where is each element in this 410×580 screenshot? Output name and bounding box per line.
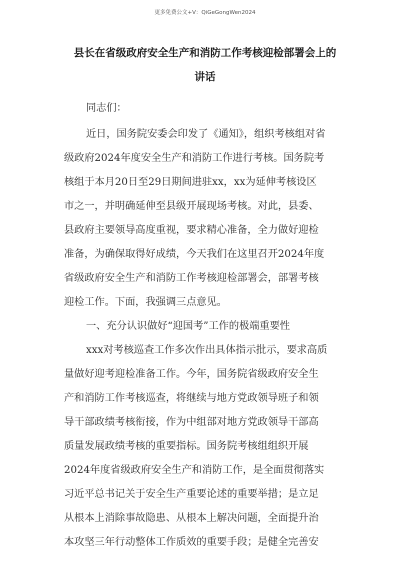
paragraph-line: 迎检工作。下面，我强调三点意见。: [64, 297, 227, 308]
paragraph-line: xxx对考核巡查工作多次作出具体指示批示，要求高质: [86, 345, 328, 356]
paragraph-line: 省级政府安全生产和消防工作考核迎检部署会，部署考核: [64, 273, 319, 284]
paragraph-line: 本攻坚三年行动整体工作质效的重要手段；是健全完善安: [64, 537, 319, 548]
paragraph-line: 习近平总书记关于安全生产重要论述的重要举措；是立足: [64, 489, 319, 500]
paragraph-line: 级政府2024年度安全生产和消防工作进行考核。国务院考: [64, 153, 325, 164]
paragraph-line: 产和消防工作考核巡查，将继续与地方党政领导班子和领: [64, 393, 319, 404]
document-title-line-2: 讲话: [194, 71, 216, 83]
salutation: 同志们：: [86, 103, 127, 114]
paragraph-line: 市之一，并明确延伸至县级开展现场考核。对此，县委、: [64, 201, 319, 212]
paragraph-line: 县政府主要领导高度重视，要求精心准备，全力做好迎检: [64, 225, 319, 236]
paragraph-line: 核组于本月20日至29日期间进驻xx，xx为延伸考核设区: [64, 177, 317, 188]
paragraph-line: 导干部政绩考核衔接，作为中组部对地方党政领导干部高: [64, 417, 319, 428]
paragraph-line: 质量发展政绩考核的重要指标。国务院考核组组织开展: [64, 441, 309, 452]
paragraph-line: 近日，国务院安委会印发了《通知》，组织考核组对省: [86, 129, 326, 140]
document-title-line-1: 县长在省级政府安全生产和消防工作考核迎检部署会上的: [73, 47, 337, 59]
header-note: 更多免费公文+V：QiGeGongWen2024: [154, 10, 256, 16]
paragraph-line: 从根本上消除事故隐患、从根本上解决问题，全面提升治: [64, 513, 319, 524]
paragraph-line: 准备，为确保取得好成绩，今天我们在这里召开2024年度: [64, 249, 325, 260]
section-heading: 一、充分认识做好“迎国考”工作的极端重要性: [86, 321, 290, 332]
paragraph-line: 2024年度省级政府安全生产和消防工作，是全面贯彻落实: [64, 465, 325, 476]
paragraph-line: 量做好迎考迎检准备工作。今年，国务院省级政府安全生: [64, 369, 319, 380]
